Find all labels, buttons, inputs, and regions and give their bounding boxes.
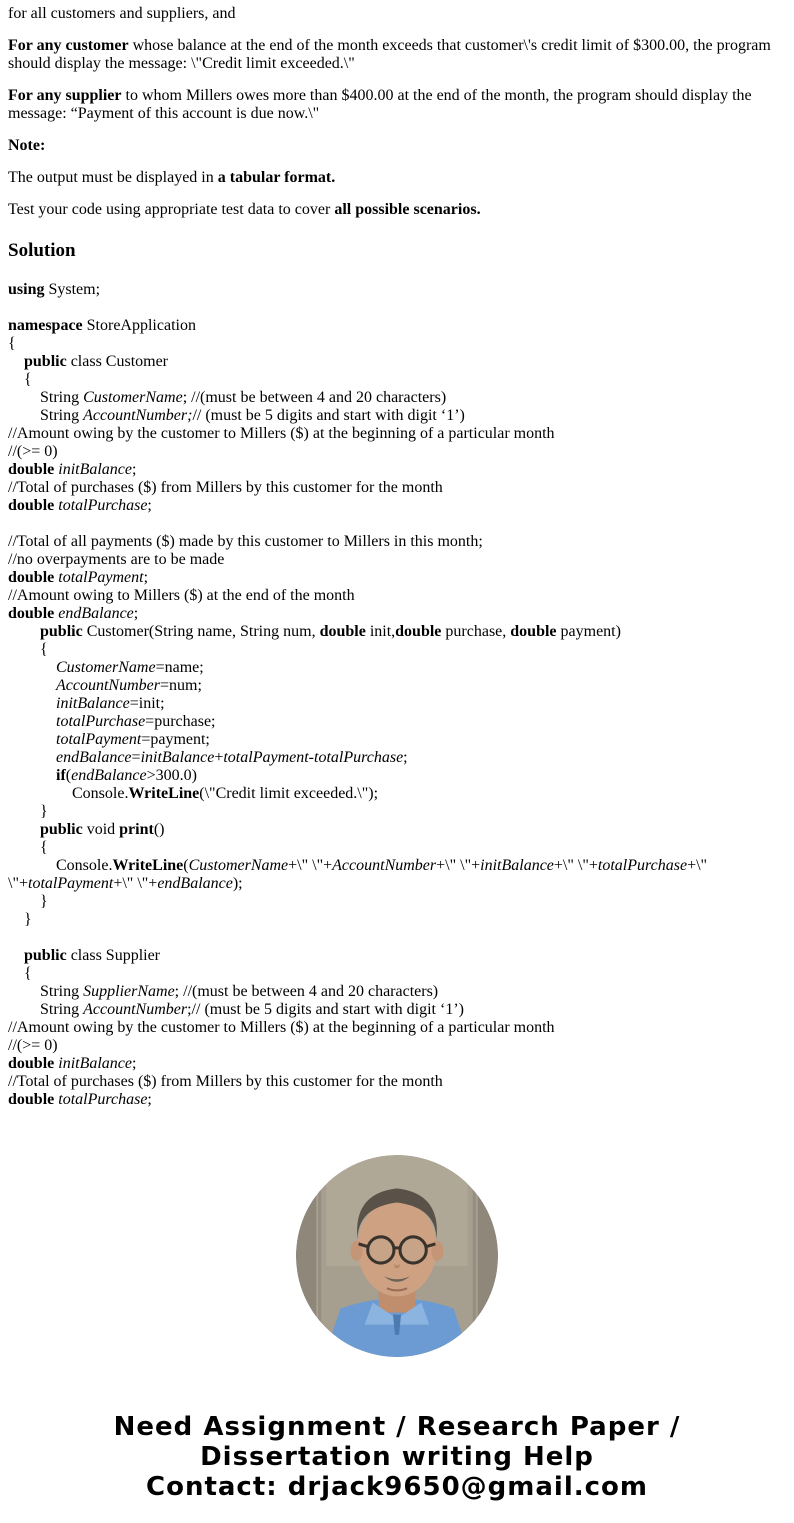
code-line: //Total of all payments ($) made by this customer to Millers in this month; xyxy=(8,533,483,550)
code-block xyxy=(8,281,786,1109)
person-photo-graphic xyxy=(296,1155,498,1357)
code-line: String SupplierName; //(must be between 4 and 20 characters) xyxy=(8,983,439,1000)
code-line: AccountNumber=num; xyxy=(56,677,202,694)
code-line: using System; xyxy=(8,281,101,298)
code-line: String AccountNumber;// (must be 5 digits and start with digit ‘1’) xyxy=(8,1001,464,1018)
code-line: //(>= 0) xyxy=(8,1037,58,1054)
paragraph: for all customers and suppliers, and xyxy=(8,5,236,22)
footer xyxy=(25,1412,770,1502)
paragraph: For any supplier to whom Millers owes more than $400.00 at the end of the month, the program should display the message: “Payment of this account is due now.\" xyxy=(8,87,756,122)
code-line: namespace StoreApplication xyxy=(8,317,196,334)
code-line: double totalPurchase; xyxy=(8,1091,152,1108)
code-line: //no overpayments are to be made xyxy=(8,551,225,568)
code-line: totalPurchase=purchase; xyxy=(56,713,216,730)
code-line: public class Customer xyxy=(24,353,169,370)
code-line: public Customer(String name, String num, double init,double purchase, double payment) xyxy=(40,623,621,640)
code-line: { xyxy=(8,965,32,982)
code-line: double totalPurchase; xyxy=(8,497,152,514)
code-line: } xyxy=(8,911,32,928)
code-line: double initBalance; xyxy=(8,1055,137,1072)
solution-heading: Solution xyxy=(8,240,76,261)
paragraph: Test your code using appropriate test data to cover all possible scenarios. xyxy=(8,201,481,218)
code-line: //Total of purchases ($) from Millers by this customer for the month xyxy=(8,1073,443,1090)
intro-section xyxy=(8,5,786,219)
code-line: { xyxy=(8,839,48,856)
code-line: { xyxy=(8,641,48,658)
code-line: //Amount owing by the customer to Millers ($) at the beginning of a particular month xyxy=(8,425,555,442)
code-line xyxy=(8,515,786,533)
code-line: double totalPayment; xyxy=(8,569,149,586)
code-line: } xyxy=(8,803,48,820)
footer-help-text: Need Assignment / Research Paper / Dissertation writing Help xyxy=(113,1412,681,1472)
paragraph: The output must be displayed in a tabular format. xyxy=(8,169,336,186)
code-line: Console.WriteLine(CustomerName+\" \"+AccountNumber+\" \"+initBalance+\" \"+totalPurchase+\" \"+totalPayment+\" \"+endBalance); xyxy=(8,857,712,892)
code-line: endBalance=initBalance+totalPayment-totalPurchase; xyxy=(56,749,408,766)
code-line: if(endBalance>300.0) xyxy=(56,767,197,784)
code-line: String AccountNumber;// (must be 5 digits and start with digit ‘1’) xyxy=(8,407,465,424)
code-line: double endBalance; xyxy=(8,605,139,622)
code-line: CustomerName=name; xyxy=(56,659,204,676)
code-line: public class Supplier xyxy=(24,947,161,964)
code-line: } xyxy=(8,893,48,910)
code-line: //(>= 0) xyxy=(8,443,58,460)
code-line: { xyxy=(8,371,32,388)
code-line: String CustomerName; //(must be between 4 and 20 characters) xyxy=(8,389,447,406)
footer-contact-email: Contact: drjack9650@gmail.com xyxy=(146,1472,648,1502)
code-line: public void print() xyxy=(40,821,165,838)
code-line: //Total of purchases ($) from Millers by this customer for the month xyxy=(8,479,443,496)
code-line: //Amount owing to Millers ($) at the end of the month xyxy=(8,587,355,604)
paragraph: Note: xyxy=(8,137,46,154)
code-line xyxy=(8,929,786,947)
code-line: double initBalance; xyxy=(8,461,137,478)
code-line xyxy=(8,299,786,317)
code-line: initBalance=init; xyxy=(56,695,165,712)
person-photo xyxy=(296,1155,498,1357)
code-line: Console.WriteLine(\"Credit limit exceeded.\"); xyxy=(8,785,379,802)
code-line: //Amount owing by the customer to Millers ($) at the beginning of a particular month xyxy=(8,1019,555,1036)
code-line: totalPayment=payment; xyxy=(56,731,210,748)
avatar-container xyxy=(8,1155,786,1362)
paragraph: For any customer whose balance at the end of the month exceeds that customer\'s credit limit of $300.00, the program should display the message: \"Credit limit exceeded.\" xyxy=(8,37,775,72)
code-line: { xyxy=(8,335,16,352)
